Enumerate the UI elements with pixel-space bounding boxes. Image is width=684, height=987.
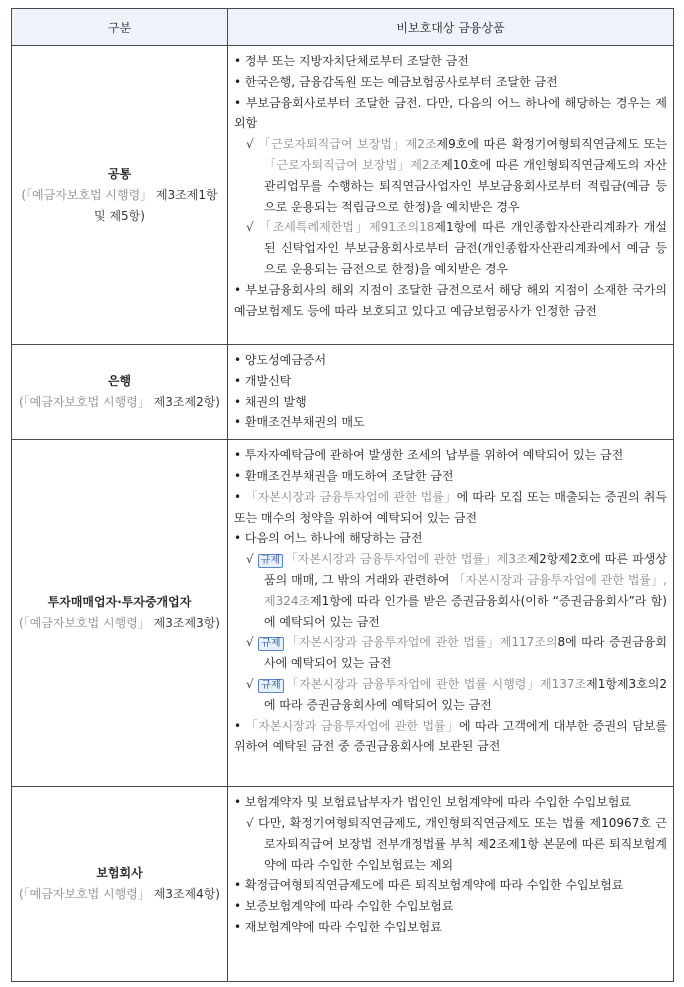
list-item: • 확정급여형퇴직연금제도에 따른 퇴직보험계약에 따라 수입한 수입보험료 xyxy=(234,875,667,896)
list-item: • 한국은행, 금융감독원 또는 예금보험공사로부터 조달한 금전 xyxy=(234,72,667,93)
list-item: • 「자본시장과 금융투자업에 관한 법률」에 따라 모집 또는 매출되는 증권의 취득 또는 매수의 청약을 위하여 예탁되어 있는 금전 xyxy=(234,487,667,529)
products-cell xyxy=(228,46,674,345)
list-item: • 환매조건부채권을 매도하여 조달한 금전 xyxy=(234,466,667,487)
law-reference[interactable]: (「예금자보호법 시행령」 xyxy=(21,187,153,202)
list-item: • 「자본시장과 금융투자업에 관한 법률」에 따라 고객에게 대부한 증권의 담보를 위하여 예탁된 금전 중 증권금융회사에 보관된 금전 xyxy=(234,716,667,758)
sub-item: √ 「조세특례제한법」제91조의18제1항에 따른 개인종합자산관리계좌가 개설된 신탁업자인 부보금융회사로부터 금전(개인종합자산관리계좌에서 예금 등으로 운용되는 금전으로 한정)을 예치받은 경우 xyxy=(234,217,667,279)
protection-table xyxy=(11,8,674,982)
products-cell xyxy=(228,345,674,440)
list-item: • 투자자예탁금에 관하여 발생한 조세의 납부를 위하여 예탁되어 있는 금전 xyxy=(234,445,667,466)
law-article: 제3조제3항) xyxy=(153,616,220,631)
list-item: • 정부 또는 지방자치단체로부터 조달한 금전 xyxy=(234,51,667,72)
table-row xyxy=(12,46,674,345)
law-article: 제3조제4항) xyxy=(153,887,220,902)
law-reference[interactable]: (「예금자보호법 시행령」 xyxy=(19,616,150,631)
category-name: 은행 xyxy=(107,374,132,389)
regulation-badge[interactable]: 규제 xyxy=(258,679,283,693)
category-cell xyxy=(12,787,228,982)
category-name: 보험회사 xyxy=(96,866,143,881)
category-cell xyxy=(12,440,228,787)
header-category: 구분 xyxy=(12,9,228,46)
law-article-extra: 및 제5항) xyxy=(94,208,145,223)
sub-item: √ 「근로자퇴직급여 보장법」제2조제9호에 따른 확정기여형퇴직연금제도 또는 「근로자퇴직급여 보장법」제2조제10호에 따른 개인형퇴직연금제도의 자산관리업무를 수행하는 퇴직연금사업자인 부보금융회사로부터 적립금(예금 등으로 운용되는 적립금으로 한정)을 예치받은 경우 xyxy=(234,134,667,217)
list-item: • 재보험계약에 따라 수입한 수입보험료 xyxy=(234,917,667,938)
header-products: 비보호대상 금융상품 xyxy=(228,9,674,46)
law-link[interactable]: 「자본시장과 금융투자업에 관한 법률」 xyxy=(245,489,457,504)
law-link[interactable]: 「근로자퇴직급여 보장법」제2조 xyxy=(264,157,442,172)
law-link[interactable]: 「자본시장과 금융투자업에 관한 법률」제117조의 xyxy=(285,635,558,650)
list-item: • 채권의 발행 xyxy=(234,392,667,413)
list-item: • 보증보험계약에 따라 수입한 수입보험료 xyxy=(234,896,667,917)
products-cell xyxy=(228,787,674,982)
table-row xyxy=(12,440,674,787)
category-cell xyxy=(12,345,228,440)
products-cell xyxy=(228,440,674,787)
law-reference[interactable]: (「예금자보호법 시행령」 xyxy=(19,395,150,410)
law-link[interactable]: 「근로자퇴직급여 보장법」제2조 xyxy=(258,137,437,152)
sub-item: √ 규제 「자본시장과 금융투자업에 관한 법률」제3조제2항제2호에 따른 파생상품의 매매, 그 밖의 거래와 관련하여 「자본시장과 금융투자업에 관한 법률」, 제324조제1항에 따라 인가를 받은 증권금융회사(이하 “증권금융회사”라 함)에 예탁되어 있는 금전 xyxy=(234,549,667,632)
list-item: • 개발신탁 xyxy=(234,371,667,392)
list-item: • 보험계약자 및 보험료납부자가 법인인 보험계약에 따라 수입한 수입보험료 xyxy=(234,792,667,813)
law-article: 제3조제1항 xyxy=(156,187,218,202)
list-item: • 다음의 어느 하나에 해당하는 금전 xyxy=(234,528,667,549)
table-header-row xyxy=(12,9,674,46)
category-name: 공통 xyxy=(107,166,132,181)
table-row xyxy=(12,787,674,982)
list-item: • 부보금융회사의 해외 지점이 조달한 금전으로서 해당 해외 지점이 소재한 국가의 예금보험제도 등에 따라 보호되고 있다고 예금보험공사가 인정한 금전 xyxy=(234,280,667,322)
list-item: • 부보금융회사로부터 조달한 금전. 다만, 다음의 어느 하나에 해당하는 경우는 제외함 xyxy=(234,93,667,135)
regulation-badge[interactable]: 규제 xyxy=(258,554,283,568)
list-item: • 양도성예금증서 xyxy=(234,350,667,371)
law-link[interactable]: 「자본시장과 금융투자업에 관한 법률」, 제324조 xyxy=(264,572,667,608)
sub-item: √ 다만, 확정기여형퇴직연금제도, 개인형퇴직연금제도 또는 법률 제10967호 근로자퇴직급여 보장법 전부개정법률 부칙 제2조제1항 본문에 따른 퇴직보험계약에 따라 수입한 수입보험료는 제외 xyxy=(234,813,667,875)
category-cell xyxy=(12,46,228,345)
category-name: 투자매매업자·투자중개업자 xyxy=(47,595,192,610)
law-link[interactable]: 「조세특례제한법」제91조의18 xyxy=(259,220,435,235)
sub-item: √ 규제 「자본시장과 금융투자업에 관한 법률 시행령」제137조제1항제3호의2에 따라 증권금융회사에 예탁되어 있는 금전 xyxy=(234,674,667,716)
law-reference[interactable]: (「예금자보호법 시행령」 xyxy=(19,887,150,902)
law-article: 제3조제2항) xyxy=(153,395,220,410)
law-link[interactable]: 「자본시장과 금융투자업에 관한 법률」제3조 xyxy=(285,552,528,567)
sub-item: √ 규제 「자본시장과 금융투자업에 관한 법률」제117조의8에 따라 증권금융회사에 예탁되어 있는 금전 xyxy=(234,632,667,674)
law-link[interactable]: 「자본시장과 금융투자업에 관한 법률」 xyxy=(245,718,460,733)
table-row xyxy=(12,345,674,440)
law-link[interactable]: 「자본시장과 금융투자업에 관한 법률 시행령」제137조 xyxy=(285,676,587,691)
regulation-badge[interactable]: 규제 xyxy=(258,637,283,651)
list-item: • 환매조건부채권의 매도 xyxy=(234,412,667,433)
